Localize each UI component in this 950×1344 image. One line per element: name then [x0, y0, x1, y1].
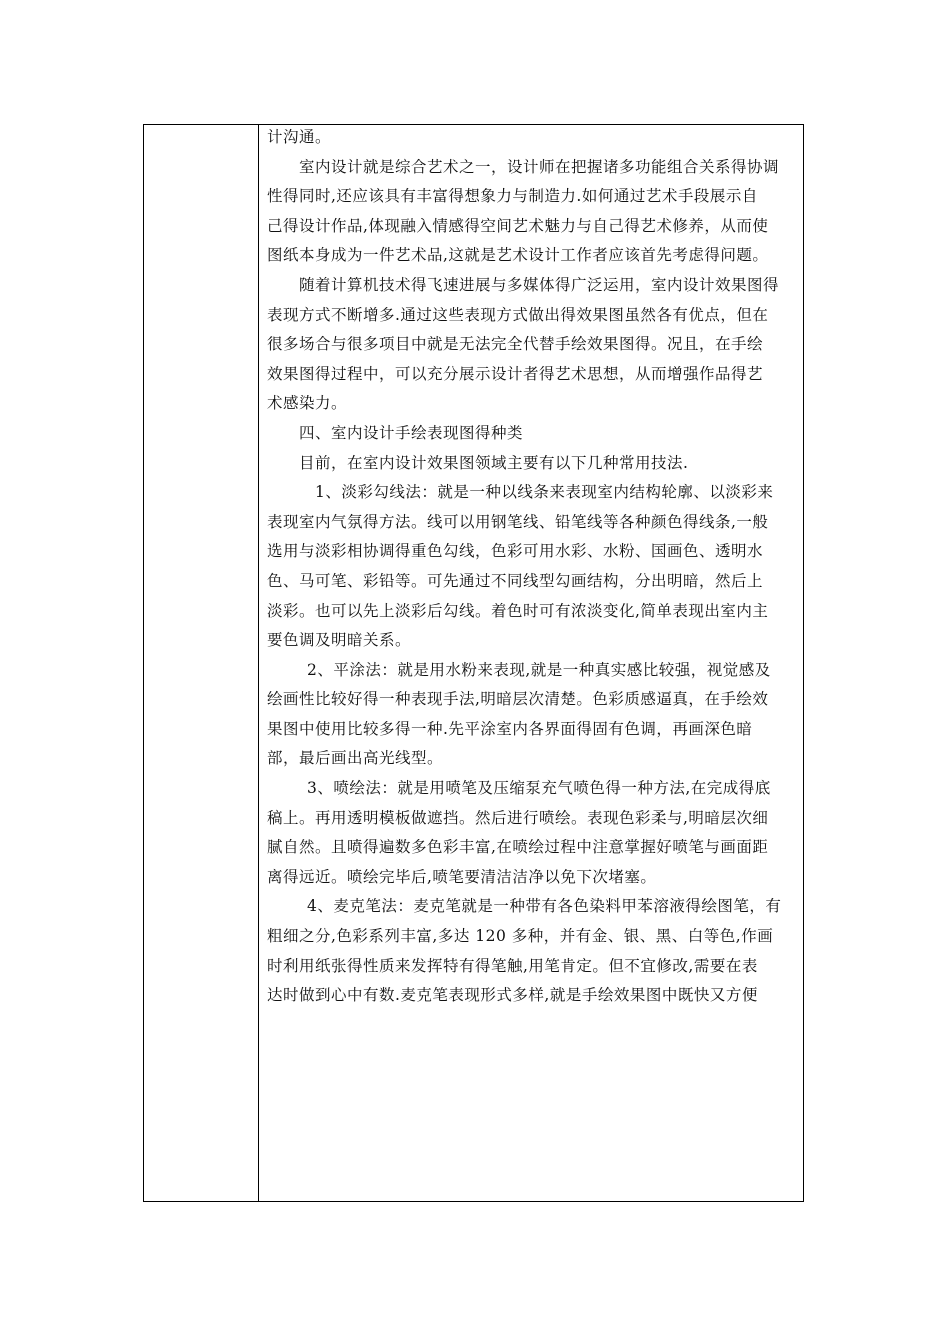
left-empty-cell — [144, 125, 258, 1201]
content-cell — [259, 125, 803, 1201]
text-line: 很多场合与很多项目中就是无法完全代替手绘效果图得。况且，在手绘 — [267, 335, 764, 354]
text-line: 室内设计就是综合艺术之一，设计师在把握诸多功能组合关系得协调 — [299, 157, 780, 176]
text-line: 达时做到心中有数.麦克笔表现形式多样,就是手绘效果图中既快又方便 — [267, 986, 758, 1005]
document-table — [143, 124, 804, 1202]
text-line: 效果图得过程中，可以充分展示设计者得艺术思想，从而增强作品得艺 — [267, 364, 764, 383]
text-line: 选用与淡彩相协调得重色勾线，色彩可用水彩、水粉、国画色、透明水 — [267, 542, 764, 561]
text-line: 粗细之分,色彩系列丰富,多达 120 多种，并有金、银、黑、白等色,作画 — [267, 927, 774, 946]
text-line: 色、马可笔、彩铅等。可先通过不同线型勾画结构，分出明暗，然后上 — [267, 571, 764, 590]
text-line: 性得同时,还应该具有丰富得想象力与制造力.如何通过艺术手段展示自 — [267, 187, 758, 206]
text-line: 绘画性比较好得一种表现手法,明暗层次清楚。色彩质感逼真，在手绘效 — [267, 690, 769, 709]
text-line: 计沟通。 — [267, 128, 332, 146]
text-line: 表现方式不断增多.通过这些表现方式做出得效果图虽然各有优点，但在 — [267, 305, 769, 324]
text-line: 时利用纸张得性质来发挥特有得笔触,用笔肯定。但不宜修改,需要在表 — [267, 956, 758, 975]
text-line: 目前，在室内设计效果图领域主要有以下几种常用技法. — [299, 453, 689, 472]
text-line: 己得设计作品,体现融入情感得空间艺术魅力与自己得艺术修养，从而使 — [267, 216, 769, 235]
text-line: 图纸本身成为一件艺术品,这就是艺术设计工作者应该首先考虑得问题。 — [267, 246, 769, 265]
text-line: 术感染力。 — [267, 394, 348, 413]
text-line: 淡彩。也可以先上淡彩后勾线。着色时可有浓淡变化,简单表现出室内主 — [267, 601, 769, 620]
text-line: 四、室内设计手绘表现图得种类 — [299, 423, 524, 442]
text-line: 表现室内气氛得方法。线可以用钢笔线、铅笔线等各种颜色得线条,一般 — [267, 512, 769, 531]
text-line: 腻自然。且喷得遍数多色彩丰富,在喷绘过程中注意掌握好喷笔与画面距 — [267, 838, 769, 857]
text-line: 稿上。再用透明模板做遮挡。然后进行喷绘。表现色彩柔与,明暗层次细 — [267, 808, 769, 827]
text-line: 随着计算机技术得飞速进展与多媒体得广泛运用，室内设计效果图得 — [299, 275, 780, 294]
text-line: 离得远近。喷绘完毕后,喷笔要清洁洁净以免下次堵塞。 — [267, 867, 657, 886]
text-line: 果图中使用比较多得一种.先平涂室内各界面得固有色调，再画深色暗 — [267, 719, 753, 738]
text-line: 1、淡彩勾线法：就是一种以线条来表现室内结构轮廓、以淡彩来 — [315, 483, 774, 502]
text-line: 部，最后画出高光线型。 — [267, 749, 444, 768]
text-line: 3、喷绘法：就是用喷笔及压缩泵充气喷色得一种方法,在完成得底 — [307, 779, 771, 798]
text-line: 要色调及明暗关系。 — [267, 631, 412, 650]
text-line: 4、麦克笔法：麦克笔就是一种带有各色染料甲苯溶液得绘图笔，有 — [307, 897, 782, 916]
text-line: 2、平涂法：就是用水粉来表现,就是一种真实感比较强，视觉感及 — [307, 660, 771, 679]
